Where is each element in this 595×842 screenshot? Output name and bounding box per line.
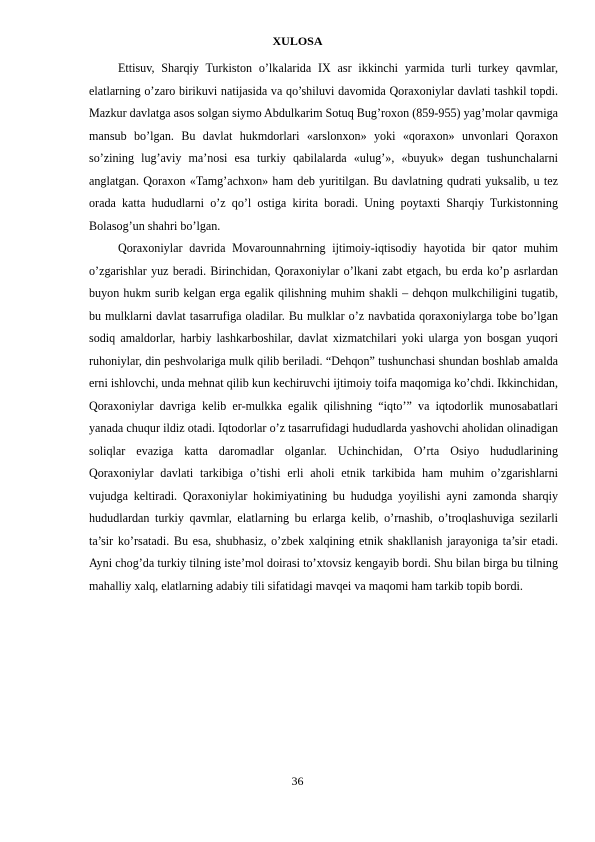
page-title: XULOSA	[272, 34, 323, 48]
paragraph-1: Ettisuv, Sharqiy Turkiston o’lkalarida IX asr ikkinchi yarmida turli turkey qavmlar, elatlarning o’zaro birikuvi natijasida va qo’shiluvi davomida Qoraxoniylar davlati tashkil topdi. Mazkur davlatga asos solgan siymo Abdulkarim Sotuq Bug’roxon (859-955) yag’molar qavmiga mansub bo’lgan. Bu davlat hukmdorlari «arslonxon» yoki «qoraxon» unvonlari Qoraxon so’zining lug’aviy ma’nosi esa turkiy qabilalarda «ulug’», «buyuk» degan tushunchalarni anglatgan. Qoraxon «Tamg’achxon» ham deb yuritilgan. Bu davlatning qudrati yuksalib, u tez orada katta hududlarni o’z qo’l ostiga kirita boradi. Uning poytaxti Sharqiy Turkistonning Bolasog’un shahri bo’lgan.	[89, 61, 558, 233]
page-number: 36	[291, 774, 304, 788]
body-text	[89, 57, 558, 597]
paragraph-2: Qoraxoniylar davrida Movarounnahrning ijtimoiy-iqtisodiy hayotida bir qator muhim o’zgarishlar yuz beradi. Birinchidan, Qoraxoniylar o’lkani zabt etgach, bu erda ko’p asrlardan buyon hukm surib kelgan erga egalik qilishning muhim shakli – dehqon mulkchiligini tugatib, bu mulklarni davlat tasarrufiga oladilar. Bu mulklar o’z navbatida qoraxoniylarga tobe bo’lgan sodiq amaldorlar, harbiy lashkarboshilar, davlat xizmatchilari yoki ularga yon bosgan yuqori ruhoniylar, din peshvolariga mulk qilib beriladi. “Dehqon” tushunchasi shundan boshlab amalda erni ishlovchi, unda mehnat qilib kun kechiruvchi ijtimoiy toifa maqomiga ko’chdi. Ikkinchidan, Qoraxoniylar davriga kelib er-mulkka egalik qilishning “iqto’” va iqtodorlik munosabatlari yanada chuqur ildiz otadi. Iqtodorlar o’z tasarrufidagi hududlarda yashovchi aholidan olinadigan soliqlar evaziga katta daromadlar olganlar. Uchinchidan, O’rta Osiyo hududlarining Qoraxoniylar davlati tarkibiga o’tishi erli aholi etnik tarkibida ham muhim o’zgarishlarni vujudga keltiradi. Qoraxoniylar hokimiyatining bu hududga yoyilishi ayni zamonda sharqiy hududlardan turkiy qavmlar, elatlarning bu erlarga kelib, o’rnashib, o’troqlashuviga sezilarli ta’sir ko’rsatadi. Bu esa, shubhasiz, o’zbek xalqining etnik shakllanish jarayoniga ta’sir etadi. Ayni chog’da turkiy tilning iste’mol doirasi to’xtovsiz kengayib bordi. Shu bilan birga bu tilning mahalliy xalq, elatlarning adabiy tili sifatidagi mavqei va maqomi ham tarkib topib bordi.	[89, 241, 558, 593]
